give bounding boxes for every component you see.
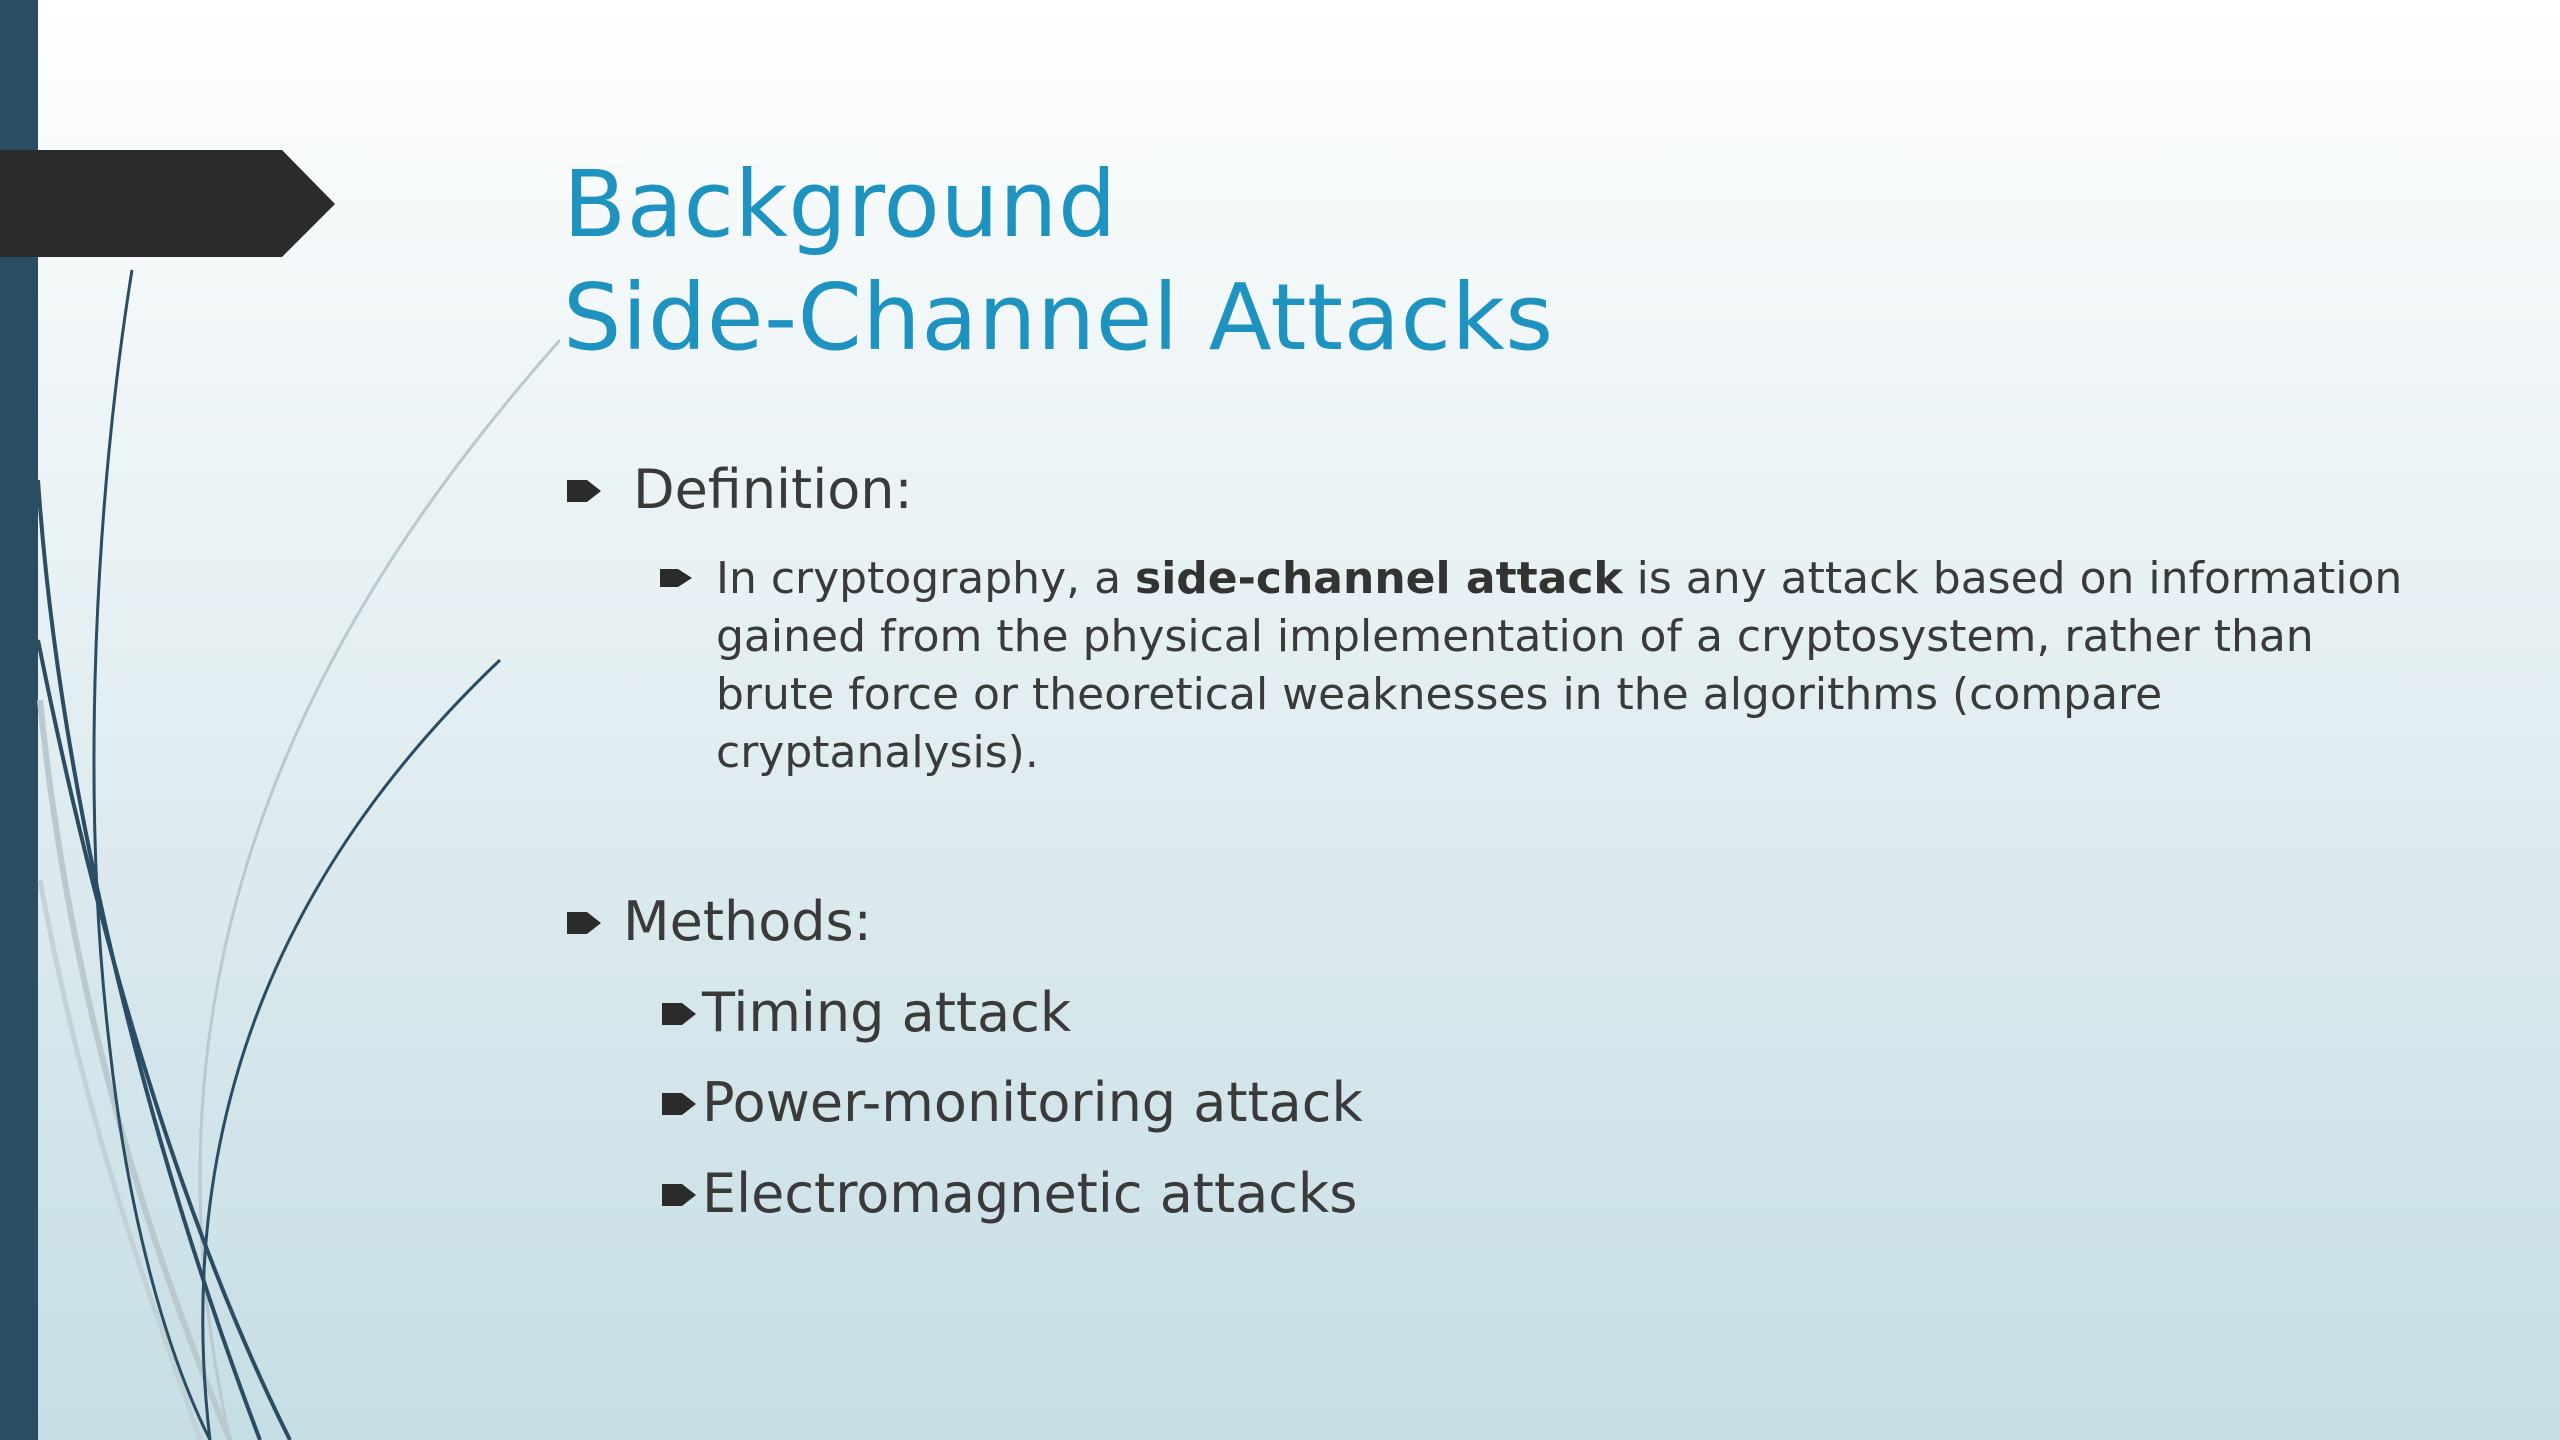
definition-heading: Definition: [633,458,913,521]
definition-bold-term: side-channel attack [1135,553,1623,604]
pentagon-arrow-banner [0,150,335,257]
title-line-2: Side-Channel Attacks [563,264,1554,371]
method-label: Timing attack [702,981,1072,1044]
method-label: Electromagnetic attacks [702,1162,1358,1225]
method-label: Power-monitoring attack [702,1071,1363,1134]
decorative-curves [0,0,560,1440]
arrow-bullet-icon [658,983,700,1043]
arrow-bullet-icon [658,550,696,608]
arrow-bullet-icon [658,1073,700,1133]
method-item [658,1073,1363,1133]
methods-heading: Methods: [623,890,872,953]
bullet-definition-text [658,550,2436,782]
arrow-bullet-icon [658,1164,700,1224]
method-item [658,1164,1357,1224]
bullet-definition [563,460,913,520]
slide-title [563,148,1554,374]
arrow-bullet-icon [563,892,605,952]
method-item [658,983,1071,1043]
title-line-1: Background [563,151,1117,258]
definition-paragraph: In cryptography, a side-channel attack is any attack based on information gained from the physical implementation of a cryptosystem, rather than brute force or theoretical weaknesses in the algorithms (compare cryptanalysis). [716,553,2403,778]
bullet-methods [563,892,872,952]
arrow-bullet-icon [563,460,605,520]
